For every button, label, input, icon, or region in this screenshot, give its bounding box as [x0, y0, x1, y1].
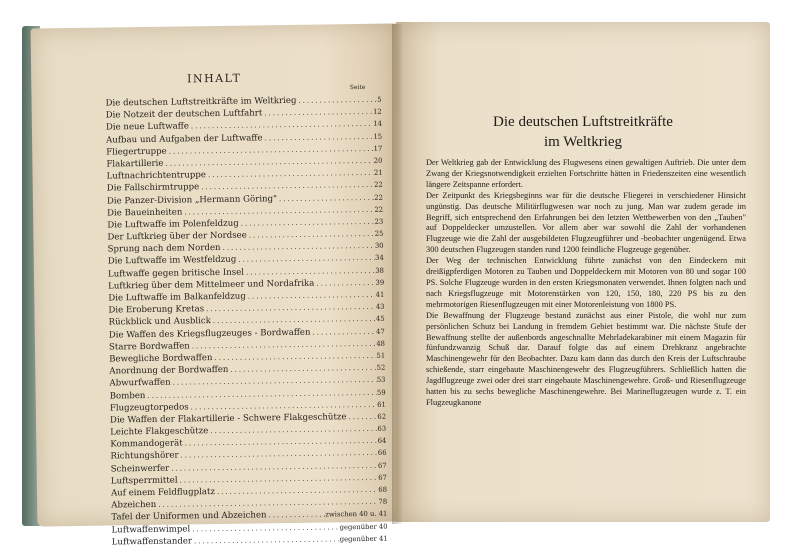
book-gutter	[392, 24, 402, 524]
toc-entry-page: 17	[373, 144, 383, 153]
toc-entry-page: 5	[377, 95, 382, 104]
toc-entry-title: Flakartillerie	[106, 158, 164, 170]
toc-entry-page: 22	[374, 205, 384, 214]
toc-entry-page: 15	[373, 132, 383, 141]
right-page-chapter	[396, 22, 770, 522]
toc-entry-title: Die Eroberung Kretas	[108, 304, 205, 316]
toc-entry-title: Luftwaffenstander	[111, 536, 193, 548]
toc-entry-page: 30	[374, 241, 384, 251]
chapter-title	[396, 112, 770, 152]
toc-entry-title: Luftwaffe gegen britische Insel	[107, 267, 245, 280]
toc-entry-title: Leichte Flakgeschütze	[110, 426, 209, 438]
toc-entry-title: Die Luftwaffe im Polenfeldzug	[107, 218, 239, 231]
paragraph-3: Der Weg der technischen Entwicklung führte zunächst von den Eindeckern mit dreißigpferdigen Motoren zu Tauben und Doppeldeckern mit Motoren von 80 und sogar 100 PS. Solche Flugzeuge wurden in den ersten Kriegsmonaten verwendet. Ihnen folgten nach und nach Kriegsflugzeuge mit Motorenstärken von 120, 150, 180, 220 PS bis zu den mehrmotorigen Riesenflugzeugen mit einer Motorenleistung von 1800 PS.	[426, 256, 746, 309]
toc-entry-title: Bomben	[109, 390, 146, 402]
toc-entry-page: 59	[376, 388, 386, 397]
toc-entry-title: Der Luftkrieg über der Nordsee	[107, 230, 247, 243]
toc-entry-title: Luftsperrmittel	[110, 475, 178, 487]
toc-entry-page: 61	[377, 400, 386, 409]
toc-entry-page: 53	[376, 375, 386, 385]
toc-entry-title: Anordnung der Bordwaffen	[109, 364, 229, 377]
toc-entry-page: gegenüber 40	[339, 522, 388, 531]
paragraph-2: Der Zeitpunkt des Kriegsbeginns war für die deutsche Fliegerei in verschiedener Hinsicht ungünstig. Das deutsche Militärflugwesen war noch zu jung. Man war zudem gerade im Begriff, sich entsprechend den Erfahrungen bei den letzten Wettbewerben von den „Tauben" auf Doppeldecker umzustellen. Vor allem aber war sowohl die Zahl der vorhandenen Flugzeuge wie die Zahl der ausgebildeten Flugzeugführer und -beobachter ungenügend. Etwa 300 deutschen Flugzeugen standen rund 1200 feindliche Flugzeuge gegenüber.	[426, 190, 746, 255]
toc-entry-title: Die Notzeit der deutschen Luftfahrt	[105, 108, 263, 121]
toc-entry-title: Fliegertruppe	[106, 146, 167, 158]
left-page-table-of-contents	[31, 23, 404, 548]
toc-entry-title: Auf einem Feldflugplatz	[110, 487, 216, 499]
toc-entry-title: Die Luftwaffe im Westfeldzug	[107, 255, 237, 267]
toc-entry-page: 22	[374, 193, 383, 202]
toc-leader-dots	[266, 509, 325, 522]
toc-entry-title: Abwurfwaffen	[109, 377, 171, 389]
toc-entry-page: 20	[373, 156, 383, 165]
toc-entry-title: Die Panzer-Division „Hermann Göring"	[106, 193, 278, 207]
toc-leader-dots	[192, 533, 340, 547]
toc-entry-page: 22	[374, 180, 383, 190]
toc-entry-page: 43	[375, 302, 385, 311]
toc-entry-page: 34	[375, 254, 384, 263]
paragraph-1: Der Weltkrieg gab der Entwicklung des Flugwesens einen gewaltigen Auftrieb. Die unter dem Zwang der Kriegsnotwendigkeit erzielten Fortschritte hätten in Friedenszeiten eine wesentlich längere Zeitspanne erfordert.	[426, 158, 746, 189]
toc-entry-page: 67	[378, 473, 387, 482]
toc-entry-title: Aufbau und Aufgaben der Luftwaffe	[106, 132, 263, 146]
toc-entry-title: Luftnachrichtentruppe	[106, 170, 207, 182]
toc-entry-page: 12	[373, 107, 382, 116]
toc-leader-dots	[296, 94, 377, 107]
toc-entry-page: 39	[375, 278, 385, 287]
toc-entry-title: Starre Bordwaffen	[108, 341, 190, 353]
toc-entry-page: 68	[378, 485, 388, 494]
toc-entry-title: Abzeichen	[111, 500, 157, 511]
toc-entry-page: 38	[375, 266, 385, 275]
toc-entry-title: Flugzeugtorpedos	[109, 402, 189, 414]
toc-list	[106, 94, 388, 549]
toc-entry-title: Die Luftwaffe im Balkanfeldzug	[108, 291, 246, 304]
toc-entry-title: Luftkrieg über dem Mittelmeer und Nordafrika	[108, 278, 315, 292]
toc-entry-page: 23	[374, 217, 384, 226]
toc-entry-page: 45	[375, 315, 385, 324]
toc-entry-page: zwischen 40 u. 41	[325, 510, 388, 519]
toc-entry-page: 48	[376, 339, 386, 348]
toc-entry-title: Die Waffen des Kriegsflugzeuges - Bordwaffen	[108, 327, 311, 341]
toc-entry	[112, 532, 388, 548]
toc-entry-page: 63	[377, 424, 387, 433]
toc-entry-title: Luftwaffenwimpel	[111, 523, 191, 536]
toc-entry-page: 66	[377, 449, 387, 458]
toc-entry-title: Die Baueinheiten	[107, 207, 183, 219]
toc-entry-page: 47	[376, 327, 385, 336]
toc-entry-title: Tafel der Uniformen und Abzeichen	[111, 510, 267, 523]
toc-entry-title: Die Fallschirmtruppe	[106, 182, 200, 194]
toc-entry-page: 41	[375, 290, 385, 299]
toc-entry-title: Die deutschen Luftstreitkräfte im Weltkrieg	[105, 95, 297, 109]
toc-entry-title: Rückblick und Ausblick	[108, 316, 211, 328]
toc-entry-title: Bewegliche Bordwaffen	[109, 353, 213, 365]
toc-entry-title: Sprung nach dem Norden	[107, 243, 221, 255]
toc-entry-page: 62	[377, 412, 387, 421]
toc-leader-dots	[314, 277, 375, 290]
toc-entry-title: Richtungshörer	[110, 450, 179, 462]
open-book	[22, 20, 774, 548]
toc-entry-page: 14	[373, 120, 382, 129]
toc-entry-page: 78	[378, 497, 388, 506]
paragraph-4: Die Bewaffnung der Flugzeuge bestand zunächst aus einer Pistole, die wohl nur zum persönlichen Schutz bei Landung in fremdem Gebiet bestimmt war. Die nächste Stufe der Bewaffnung stellte der außenbords angeschnallte Mehrladekarabiner mit einem Magazin für fünfundzwanzig Schuß dar. Darauf folgte das auf einem Drehkranz angebrachte Maschinengewehr für den Beobachter. Dazu kam dann das durch den Kreis der Luftschraube schießende, starr eingebaute Maschinengewehr des Flugzeugführers. Schließlich hatten die Jagdflugzeuge zwei oder drei starr eingebaute Maschinengewehre. Groß- und Riesenflugzeuge hatten bis zu sechs bewegliche Maschinengewehre. Bei Marineflugzeugen wurde z. T. ein Flugzeugkanone	[426, 310, 746, 407]
toc-leader-dots	[346, 411, 377, 424]
toc-entry-page: 21	[373, 168, 383, 177]
toc-entry-page: 51	[376, 351, 386, 360]
chapter-title-line-2: im Weltkrieg	[543, 134, 623, 150]
toc-entry-page: 64	[377, 436, 387, 446]
toc-entry-page: 52	[376, 363, 386, 372]
chapter-title-line-1: Die deutschen Luftstreitkräfte	[493, 114, 673, 130]
toc-entry-title: Scheinwerfer	[110, 463, 170, 475]
toc-page-column-label: Seite	[349, 83, 366, 92]
toc-entry-title: Kommandogerät	[110, 438, 183, 450]
toc-entry-page: 67	[377, 461, 387, 470]
toc-entry-page: gegenüber 41	[339, 534, 388, 544]
toc-leader-dots	[310, 325, 376, 338]
toc-entry-title: Die neue Luftwaffe	[105, 121, 189, 133]
toc-heading: INHALT	[187, 71, 242, 86]
chapter-body	[426, 158, 746, 409]
toc-entry-title: Die Waffen der Flakartillerie - Schwere Flakgeschütze	[109, 412, 347, 426]
toc-entry-page: 25	[374, 229, 384, 238]
